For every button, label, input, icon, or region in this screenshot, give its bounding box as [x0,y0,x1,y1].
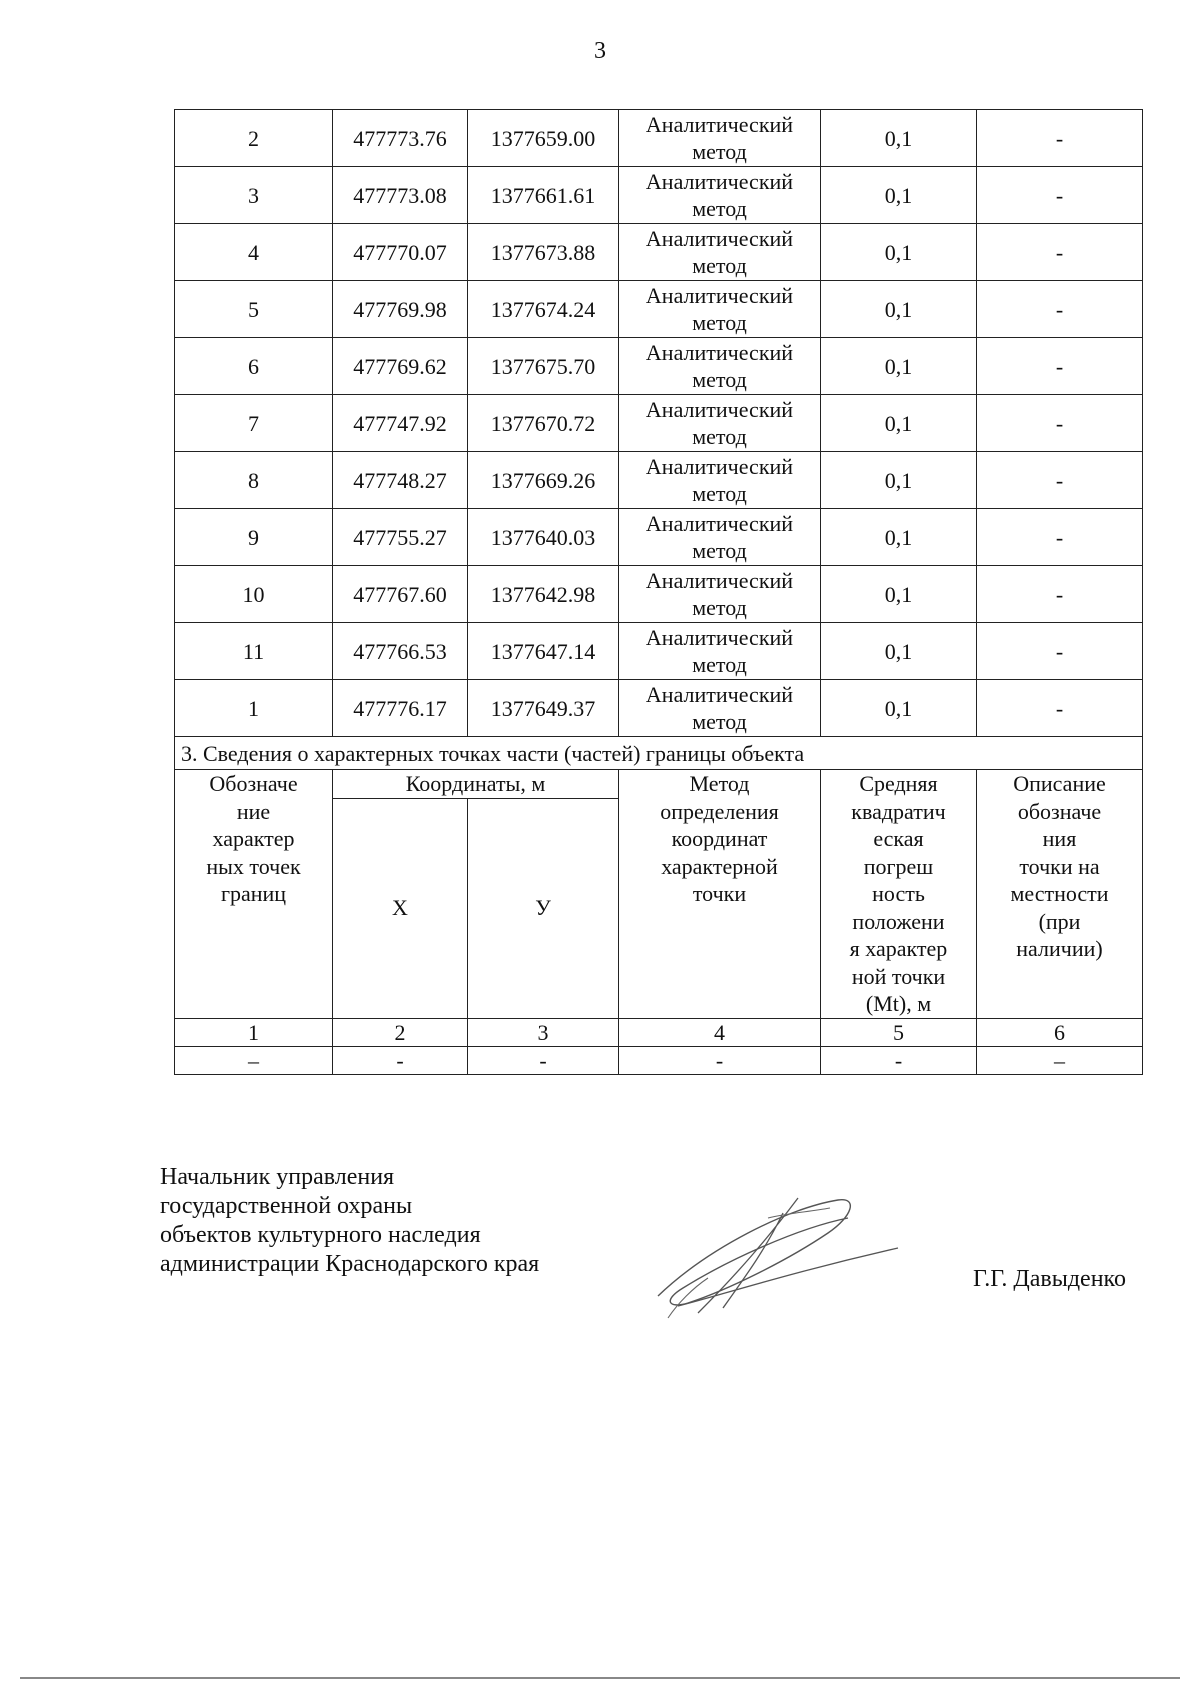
method-line: Аналитический [645,340,794,365]
method-line: Аналитический [645,511,794,536]
accuracy-cell: 0,1 [821,509,977,566]
signatory-line: объектов культурного наследия [160,1222,481,1248]
header-accuracy: Средняя квадратич еская погреш ность положени я характер ной точки (Mt), м [821,770,977,1019]
column-number: 1 [175,1018,333,1046]
accuracy-cell: 0,1 [821,623,977,680]
method-line: метод [692,595,747,620]
table-row [175,395,1143,452]
point-number-cell: 8 [175,452,333,509]
accuracy-cell: 0,1 [821,110,977,167]
method-line: метод [692,424,747,449]
y-coordinate-cell: 1377675.70 [468,338,619,395]
method-line: Аналитический [645,568,794,593]
accuracy-cell: 0,1 [821,167,977,224]
method-line: метод [692,139,747,164]
method-cell [619,452,821,509]
method-line: Аналитический [645,454,794,479]
method-line: Аналитический [645,397,794,422]
table-row [175,509,1143,566]
y-coordinate-cell: 1377669.26 [468,452,619,509]
method-cell [619,680,821,737]
table-row [175,623,1143,680]
method-line: метод [692,367,747,392]
point-number-cell: 3 [175,167,333,224]
y-coordinate-cell: 1377642.98 [468,566,619,623]
method-line: метод [692,538,747,563]
description-cell: - [977,509,1143,566]
table-row [175,452,1143,509]
y-coordinate-cell: 1377661.61 [468,167,619,224]
point-number-cell: 6 [175,338,333,395]
empty-cell: - [333,1046,468,1074]
point-number-cell: 10 [175,566,333,623]
x-coordinate-cell: 477770.07 [333,224,468,281]
method-line: Аналитический [645,226,794,251]
method-line: метод [692,196,747,221]
signatory-name: Г.Г. Давыденко [973,1266,1126,1292]
method-cell [619,395,821,452]
column-number: 4 [619,1018,821,1046]
method-cell [619,509,821,566]
point-number-cell: 2 [175,110,333,167]
x-coordinate-cell: 477766.53 [333,623,468,680]
signatory-title [160,1163,539,1279]
header-y: У [468,798,619,1018]
header-description: Описание обозначе ния точки на местности (при наличии) [977,770,1143,1019]
signatory-line: государственной охраны [160,1193,413,1219]
boundary-points-table [174,109,1143,1075]
header-method: Метод определения координат характерной точки [619,770,821,1019]
header-x: X [333,798,468,1018]
signatory-line: администрации Краснодарского края [160,1251,540,1277]
description-cell: - [977,395,1143,452]
y-coordinate-cell: 1377649.37 [468,680,619,737]
y-coordinate-cell: 1377659.00 [468,110,619,167]
x-coordinate-cell: 477755.27 [333,509,468,566]
method-cell [619,566,821,623]
method-cell [619,110,821,167]
method-line: Аналитический [645,625,794,650]
x-coordinate-cell: 477776.17 [333,680,468,737]
column-number: 6 [977,1018,1143,1046]
method-line: Аналитический [645,169,794,194]
y-coordinate-cell: 1377647.14 [468,623,619,680]
accuracy-cell: 0,1 [821,338,977,395]
table-row [175,338,1143,395]
point-number-cell: 5 [175,281,333,338]
method-line: метод [692,310,747,335]
section3-body [175,737,1143,1075]
method-line: Аналитический [645,682,794,707]
page-number: 3 [594,38,606,64]
description-cell: - [977,623,1143,680]
y-coordinate-cell: 1377674.24 [468,281,619,338]
method-line: метод [692,253,747,278]
header-point-designation: Обозначе ние характер ных точек границ [175,770,333,1019]
x-coordinate-cell: 477769.62 [333,338,468,395]
column-number: 2 [333,1018,468,1046]
x-coordinate-cell: 477773.08 [333,167,468,224]
x-coordinate-cell: 477767.60 [333,566,468,623]
description-cell: - [977,281,1143,338]
description-cell: - [977,110,1143,167]
table-row [175,566,1143,623]
description-cell: - [977,680,1143,737]
points-table-body [175,110,1143,737]
signatory-line: Начальник управления [160,1164,395,1190]
empty-cell: - [468,1046,619,1074]
empty-cell: – [977,1046,1143,1074]
method-cell [619,623,821,680]
y-coordinate-cell: 1377670.72 [468,395,619,452]
point-number-cell: 7 [175,395,333,452]
method-cell [619,224,821,281]
method-line: метод [692,709,747,734]
accuracy-cell: 0,1 [821,452,977,509]
method-cell [619,281,821,338]
y-coordinate-cell: 1377673.88 [468,224,619,281]
method-cell [619,338,821,395]
header-coordinates: Координаты, м [333,770,619,799]
empty-cell: - [619,1046,821,1074]
point-number-cell: 9 [175,509,333,566]
point-number-cell: 1 [175,680,333,737]
method-cell [619,167,821,224]
empty-cell: – [175,1046,333,1074]
method-line: Аналитический [645,112,794,137]
handwritten-signature [648,1178,918,1328]
description-cell: - [977,566,1143,623]
description-cell: - [977,224,1143,281]
x-coordinate-cell: 477769.98 [333,281,468,338]
point-number-cell: 4 [175,224,333,281]
method-line: метод [692,652,747,677]
x-coordinate-cell: 477748.27 [333,452,468,509]
method-line: Аналитический [645,283,794,308]
page-bottom-rule [20,1677,1180,1679]
accuracy-cell: 0,1 [821,395,977,452]
table-row [175,680,1143,737]
section3-title: 3. Сведения о характерных точках части (частей) границы объекта [175,737,1143,770]
description-cell: - [977,338,1143,395]
method-line: метод [692,481,747,506]
column-number: 5 [821,1018,977,1046]
accuracy-cell: 0,1 [821,224,977,281]
empty-cell: - [821,1046,977,1074]
column-number: 3 [468,1018,619,1046]
table-row [175,281,1143,338]
description-cell: - [977,167,1143,224]
accuracy-cell: 0,1 [821,281,977,338]
accuracy-cell: 0,1 [821,680,977,737]
column-numbers-row [175,1018,1143,1046]
x-coordinate-cell: 477773.76 [333,110,468,167]
table-row [175,224,1143,281]
y-coordinate-cell: 1377640.03 [468,509,619,566]
description-cell: - [977,452,1143,509]
accuracy-cell: 0,1 [821,566,977,623]
point-number-cell: 11 [175,623,333,680]
table-row [175,110,1143,167]
x-coordinate-cell: 477747.92 [333,395,468,452]
table-row [175,167,1143,224]
empty-row [175,1046,1143,1074]
